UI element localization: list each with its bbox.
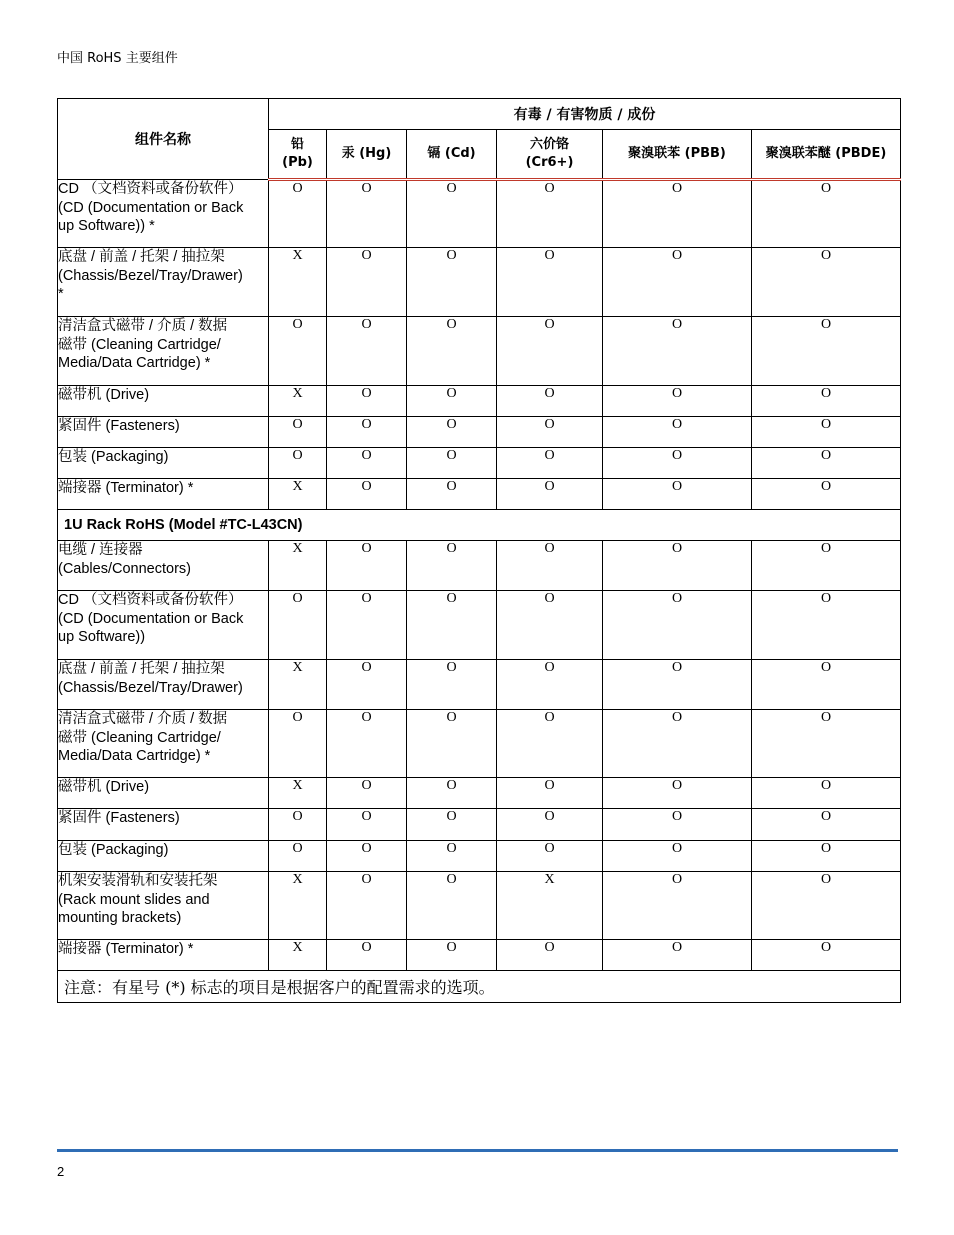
substance-mark-cell: O xyxy=(752,710,901,778)
substance-mark-cell: O xyxy=(603,710,752,778)
substance-header-hg: 汞 (Hg) xyxy=(327,130,407,180)
substance-mark-cell: O xyxy=(407,248,497,317)
substance-mark-cell: X xyxy=(269,778,327,809)
substance-mark-cell: O xyxy=(327,479,407,510)
component-name-line: 电缆 / 连接器 xyxy=(58,542,143,558)
page-header: 中国 RoHS 主要组件 xyxy=(57,51,178,66)
substance-mark-cell: O xyxy=(752,479,901,510)
substance-mark-cell: O xyxy=(752,248,901,317)
component-name-header: 组件名称 xyxy=(58,99,269,180)
component-name-cell xyxy=(58,660,269,710)
component-name-cell xyxy=(58,710,269,778)
substance-header-pb: 铅 (Pb) xyxy=(269,130,327,180)
substance-header-pbde: 聚溴联苯醚 (PBDE) xyxy=(752,130,901,180)
substance-mark-cell: O xyxy=(407,180,497,248)
substance-mark-cell: O xyxy=(327,872,407,940)
component-name-line: (CD (Documentation or Back xyxy=(58,199,244,216)
component-name-cell xyxy=(58,248,269,317)
substance-mark-cell: O xyxy=(327,417,407,448)
substance-mark-cell: O xyxy=(497,386,603,417)
component-name-cell xyxy=(58,386,269,417)
substance-mark-cell: O xyxy=(327,809,407,841)
substance-mark-cell: O xyxy=(327,541,407,591)
substance-mark-cell: X xyxy=(269,479,327,510)
substance-mark-cell: O xyxy=(752,386,901,417)
component-name-line: (Rack mount slides and xyxy=(58,891,210,908)
substance-mark-cell: X xyxy=(269,386,327,417)
substance-mark-cell: O xyxy=(752,809,901,841)
component-name-cell xyxy=(58,591,269,660)
substance-mark-cell: O xyxy=(752,660,901,710)
substance-mark-cell: O xyxy=(497,541,603,591)
table-row xyxy=(58,417,901,448)
substance-mark-cell: X xyxy=(269,660,327,710)
component-name-cell xyxy=(58,940,269,971)
substance-mark-cell: X xyxy=(269,248,327,317)
substance-mark-cell: O xyxy=(752,591,901,660)
component-name-line: up Software)) * xyxy=(58,218,155,234)
component-name-cell xyxy=(58,448,269,479)
table-row xyxy=(58,660,901,710)
substance-mark-cell: O xyxy=(269,417,327,448)
substance-mark-cell: O xyxy=(497,180,603,248)
substance-mark-cell: O xyxy=(269,591,327,660)
substance-mark-cell: O xyxy=(497,809,603,841)
substance-mark-cell: O xyxy=(603,386,752,417)
component-name-line: CD （文档资料或备份软件） xyxy=(58,181,243,197)
substance-mark-cell: O xyxy=(752,872,901,940)
substance-mark-cell: O xyxy=(752,778,901,809)
substance-mark-cell: O xyxy=(603,180,752,248)
substance-mark-cell: O xyxy=(603,317,752,386)
substance-mark-cell: O xyxy=(752,940,901,971)
section-row xyxy=(58,510,901,541)
component-name-cell xyxy=(58,417,269,448)
substance-mark-cell: O xyxy=(327,180,407,248)
substance-mark-cell: O xyxy=(407,841,497,872)
page-number: 2 xyxy=(57,1164,65,1179)
rohs-table xyxy=(57,98,901,1003)
substance-mark-cell: O xyxy=(407,591,497,660)
substance-mark-cell: O xyxy=(497,317,603,386)
substance-mark-cell: O xyxy=(269,448,327,479)
substance-mark-cell: O xyxy=(407,317,497,386)
substance-mark-cell: O xyxy=(497,778,603,809)
component-name-line: up Software)) xyxy=(58,629,146,645)
substance-mark-cell: O xyxy=(497,591,603,660)
substance-mark-cell: O xyxy=(407,940,497,971)
substance-mark-cell: O xyxy=(407,872,497,940)
component-name-cell xyxy=(58,872,269,940)
substance-header-cr6: 六价铬 (Cr6+) xyxy=(497,130,603,180)
component-name-cell xyxy=(58,317,269,386)
component-name-line: (Chassis/Bezel/Tray/Drawer) xyxy=(58,267,243,284)
substance-mark-cell: O xyxy=(407,541,497,591)
substance-mark-cell: O xyxy=(497,841,603,872)
table-row xyxy=(58,710,901,778)
component-name-line: * xyxy=(58,286,64,302)
substance-mark-cell: O xyxy=(603,448,752,479)
component-name-line: 紧固件 (Fasteners) xyxy=(58,810,180,826)
substance-mark-cell: O xyxy=(407,417,497,448)
substance-mark-cell: O xyxy=(269,317,327,386)
substance-mark-cell: O xyxy=(407,778,497,809)
table-row xyxy=(58,180,901,248)
component-name-line: 包装 (Packaging) xyxy=(58,449,169,465)
component-name-line: (CD (Documentation or Back xyxy=(58,610,244,627)
table-row xyxy=(58,386,901,417)
table-row xyxy=(58,841,901,872)
table-row xyxy=(58,541,901,591)
substance-mark-cell: O xyxy=(327,448,407,479)
substance-mark-cell: O xyxy=(497,660,603,710)
component-name-cell xyxy=(58,841,269,872)
substance-mark-cell: O xyxy=(407,809,497,841)
substance-mark-cell: O xyxy=(603,591,752,660)
component-name-line: 磁带 (Cleaning Cartridge/ xyxy=(58,729,221,746)
component-name-cell xyxy=(58,541,269,591)
component-name-line: 端接器 (Terminator) * xyxy=(58,480,194,496)
substance-mark-cell: O xyxy=(407,660,497,710)
substance-mark-cell: O xyxy=(407,448,497,479)
component-name-line: Media/Data Cartridge) * xyxy=(58,748,211,764)
rohs-table-body xyxy=(58,180,901,971)
substance-mark-cell: O xyxy=(269,180,327,248)
substance-mark-cell: O xyxy=(407,479,497,510)
substance-mark-cell: O xyxy=(327,248,407,317)
component-name-line: 清洁盒式磁带 / 介质 / 数据 xyxy=(58,711,228,727)
substance-mark-cell: O xyxy=(327,778,407,809)
component-name-cell xyxy=(58,479,269,510)
substance-mark-cell: O xyxy=(752,541,901,591)
substance-mark-cell: O xyxy=(497,248,603,317)
section-title: 1U Rack RoHS (Model #TC-L43CN) xyxy=(58,510,901,541)
component-name-line: CD （文档资料或备份软件） xyxy=(58,592,243,608)
substance-mark-cell: O xyxy=(603,541,752,591)
substance-mark-cell: O xyxy=(497,710,603,778)
component-name-line: 包装 (Packaging) xyxy=(58,842,169,858)
component-name-line: 底盘 / 前盖 / 托架 / 抽拉架 xyxy=(58,661,225,677)
table-row xyxy=(58,809,901,841)
component-name-cell xyxy=(58,778,269,809)
table-row xyxy=(58,591,901,660)
substance-mark-cell: O xyxy=(752,180,901,248)
substance-header-cd: 镉 (Cd) xyxy=(407,130,497,180)
component-name-line: 清洁盒式磁带 / 介质 / 数据 xyxy=(58,318,228,334)
substance-mark-cell: O xyxy=(327,317,407,386)
table-row xyxy=(58,479,901,510)
table-row xyxy=(58,317,901,386)
component-name-line: 磁带 (Cleaning Cartridge/ xyxy=(58,336,221,353)
substance-mark-cell: O xyxy=(603,940,752,971)
substance-mark-cell: O xyxy=(269,841,327,872)
substance-mark-cell: O xyxy=(603,872,752,940)
substance-mark-cell: O xyxy=(327,710,407,778)
component-name-line: 端接器 (Terminator) * xyxy=(58,941,194,957)
substance-mark-cell: O xyxy=(603,809,752,841)
substance-mark-cell: X xyxy=(269,940,327,971)
substance-mark-cell: O xyxy=(407,386,497,417)
table-row xyxy=(58,448,901,479)
table-row xyxy=(58,778,901,809)
component-name-cell xyxy=(58,180,269,248)
component-name-line: 底盘 / 前盖 / 托架 / 抽拉架 xyxy=(58,249,225,265)
substance-mark-cell: O xyxy=(497,479,603,510)
table-row xyxy=(58,940,901,971)
component-name-line: (Chassis/Bezel/Tray/Drawer) xyxy=(58,679,243,696)
substance-mark-cell: O xyxy=(269,809,327,841)
component-name-line: 机架安装滑轨和安装托架 xyxy=(58,873,218,889)
component-name-cell xyxy=(58,809,269,841)
substance-mark-cell: O xyxy=(603,479,752,510)
substance-mark-cell: O xyxy=(603,660,752,710)
substance-mark-cell: O xyxy=(752,417,901,448)
substance-mark-cell: O xyxy=(327,386,407,417)
component-name-line: mounting brackets) xyxy=(58,910,182,926)
substance-header-pbb: 聚溴联苯 (PBB) xyxy=(603,130,752,180)
substance-mark-cell: O xyxy=(752,841,901,872)
substance-mark-cell: O xyxy=(752,317,901,386)
component-name-line: 紧固件 (Fasteners) xyxy=(58,418,180,434)
component-name-line: (Cables/Connectors) xyxy=(58,560,191,577)
substance-mark-cell: O xyxy=(752,448,901,479)
substance-mark-cell: O xyxy=(327,940,407,971)
substance-mark-cell: O xyxy=(327,591,407,660)
table-note: 注意：有星号 (*) 标志的项目是根据客户的配置需求的选项。 xyxy=(58,971,901,1003)
substance-mark-cell: O xyxy=(603,778,752,809)
table-row xyxy=(58,248,901,317)
table-row xyxy=(58,872,901,940)
substance-mark-cell: O xyxy=(497,417,603,448)
substance-mark-cell: O xyxy=(327,660,407,710)
substance-mark-cell: O xyxy=(269,710,327,778)
substance-mark-cell: O xyxy=(603,248,752,317)
substance-mark-cell: O xyxy=(407,710,497,778)
substance-mark-cell: O xyxy=(603,417,752,448)
component-name-line: Media/Data Cartridge) * xyxy=(58,355,211,371)
footer-rule xyxy=(57,1149,898,1152)
substance-mark-cell: O xyxy=(327,841,407,872)
component-name-line: 磁带机 (Drive) xyxy=(58,779,150,795)
substance-group-header: 有毒 / 有害物质 / 成份 xyxy=(269,99,901,130)
substance-mark-cell: O xyxy=(497,940,603,971)
substance-mark-cell: X xyxy=(497,872,603,940)
substance-mark-cell: O xyxy=(497,448,603,479)
substance-mark-cell: X xyxy=(269,541,327,591)
component-name-line: 磁带机 (Drive) xyxy=(58,387,150,403)
substance-mark-cell: O xyxy=(603,841,752,872)
substance-mark-cell: X xyxy=(269,872,327,940)
